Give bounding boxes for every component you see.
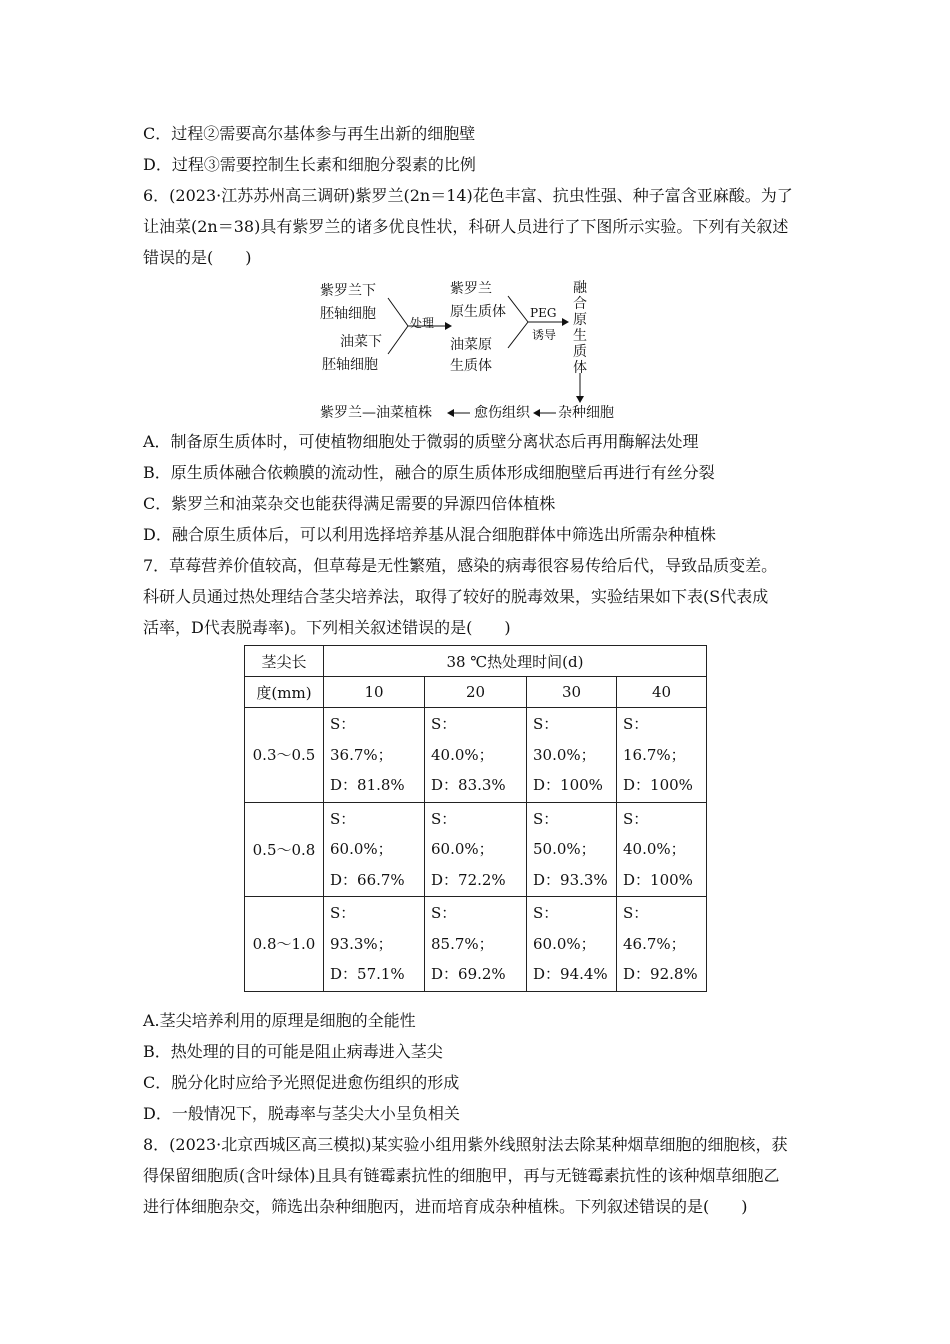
option-c-q7: C．脱分化时应给予光照促进愈伤组织的形成	[143, 1073, 460, 1092]
table-cell: S： 60.0%； D：66.7%	[324, 802, 425, 897]
option-d-q7: D．一般情况下，脱毒率与茎尖大小呈负相关	[143, 1104, 460, 1123]
question-6-line3: 错误的是( )	[143, 248, 252, 267]
table-cell: S： 93.3%； D：57.1%	[324, 897, 425, 992]
option-b-q6: B．原生质体融合依赖膜的流动性，融合的原生质体形成细胞壁后再进行有丝分裂	[143, 463, 715, 482]
question-6-line2: 让油菜(2n＝38)具有紫罗兰的诸多优良性状，科研人员进行了下图所示实验。下列有关叙述	[143, 217, 789, 236]
question-8-line3: 进行体细胞杂交，筛选出杂种细胞丙，进而培育成杂种植株。下列叙述错误的是( )	[143, 1197, 748, 1216]
question-6-line1: 6．(2023·江苏苏州高三调研)紫罗兰(2n＝14)花色丰富、抗虫性强、种子富含亚麻酸。为了	[143, 186, 793, 205]
question-7-line3: 活率，D代表脱毒率)。下列相关叙述错误的是( )	[143, 618, 511, 637]
row-length: 0.8～1.0	[245, 897, 324, 992]
fused-char-2: 合	[573, 296, 587, 312]
fused-char-6: 体	[573, 360, 587, 376]
fused-char-1: 融	[573, 280, 587, 296]
question-7-line2: 科研人员通过热处理结合茎尖培养法，取得了较好的脱毒效果，实验结果如下表(S代表成	[143, 587, 769, 606]
hybrid-plant-label: 紫罗兰—油菜植株	[320, 405, 432, 421]
table-cell: S： 60.0%； D：94.4%	[527, 897, 617, 992]
induce-label: 诱导	[532, 328, 557, 342]
table-cell: S： 46.7%； D：92.8%	[617, 897, 707, 992]
rape-protoplast-label-1: 油菜原	[450, 337, 492, 353]
peg-label: PEG	[530, 306, 557, 320]
row-length: 0.5～0.8	[245, 802, 324, 897]
table-cell: S： 16.7%； D：100%	[617, 708, 707, 803]
fused-char-5: 质	[573, 344, 587, 360]
option-b-q7: B．热处理的目的可能是阻止病毒进入茎尖	[143, 1042, 443, 1061]
table-cell: S： 36.7%； D：81.8%	[324, 708, 425, 803]
table-cell: S： 50.0%； D：93.3%	[527, 802, 617, 897]
row-length: 0.3～0.5	[245, 708, 324, 803]
treatment-label: 处理	[410, 316, 435, 330]
header-heat-time: 38 ℃热处理时间(d)	[324, 646, 707, 677]
header-day-10: 10	[324, 677, 425, 708]
table-cell: S： 85.7%； D：69.2%	[425, 897, 527, 992]
violet-protoplast-label-2: 原生质体	[450, 304, 506, 320]
header-stem-length-1: 茎尖长	[245, 646, 324, 677]
table-row	[245, 897, 707, 992]
table-cell: S： 40.0%； D：83.3%	[425, 708, 527, 803]
fused-char-4: 生	[573, 328, 587, 344]
option-a-q6: A．制备原生质体时，可使植物细胞处于微弱的质壁分离状态后再用酶解法处理	[143, 432, 699, 451]
question-8-line2: 得保留细胞质(含叶绿体)且具有链霉素抗性的细胞甲，再与无链霉素抗性的该种烟草细胞乙	[143, 1166, 780, 1185]
violet-protoplast-label-1: 紫罗兰	[450, 281, 492, 297]
results-table	[244, 645, 707, 992]
rape-hypocotyl-label-2: 胚轴细胞	[322, 357, 378, 373]
question-8-line1: 8．(2023·北京西城区高三模拟)某实验小组用紫外线照射法去除某种烟草细胞的细胞核，获	[143, 1135, 788, 1154]
violet-hypocotyl-label-1: 紫罗兰下	[320, 283, 376, 299]
option-c-q6: C．紫罗兰和油菜杂交也能获得满足需要的异源四倍体植株	[143, 494, 556, 513]
experiment-diagram	[300, 278, 660, 428]
fused-char-3: 原	[573, 312, 587, 328]
table-row	[245, 802, 707, 897]
table-row	[245, 708, 707, 803]
callus-label: 愈伤组织	[474, 405, 530, 421]
option-c-q5: C．过程②需要高尔基体参与再生出新的细胞壁	[143, 124, 476, 143]
rape-protoplast-label-2: 生质体	[450, 358, 492, 374]
rape-hypocotyl-label-1: 油菜下	[340, 334, 382, 350]
header-day-40: 40	[617, 677, 707, 708]
option-d-q5: D．过程③需要控制生长素和细胞分裂素的比例	[143, 155, 476, 174]
question-7-line1: 7．草莓营养价值较高，但草莓是无性繁殖，感染的病毒很容易传给后代，导致品质变差。	[143, 556, 778, 575]
header-day-20: 20	[425, 677, 527, 708]
violet-hypocotyl-label-2: 胚轴细胞	[320, 306, 376, 322]
option-d-q6: D．融合原生质体后，可以利用选择培养基从混合细胞群体中筛选出所需杂种植株	[143, 525, 716, 544]
header-stem-length-2: 度(mm)	[245, 677, 324, 708]
table-cell: S： 40.0%； D：100%	[617, 802, 707, 897]
table-cell: S： 30.0%； D：100%	[527, 708, 617, 803]
option-a-q7: A.茎尖培养利用的原理是细胞的全能性	[143, 1011, 416, 1030]
hybrid-cell-label: 杂种细胞	[558, 405, 614, 421]
header-day-30: 30	[527, 677, 617, 708]
table-cell: S： 60.0%； D：72.2%	[425, 802, 527, 897]
